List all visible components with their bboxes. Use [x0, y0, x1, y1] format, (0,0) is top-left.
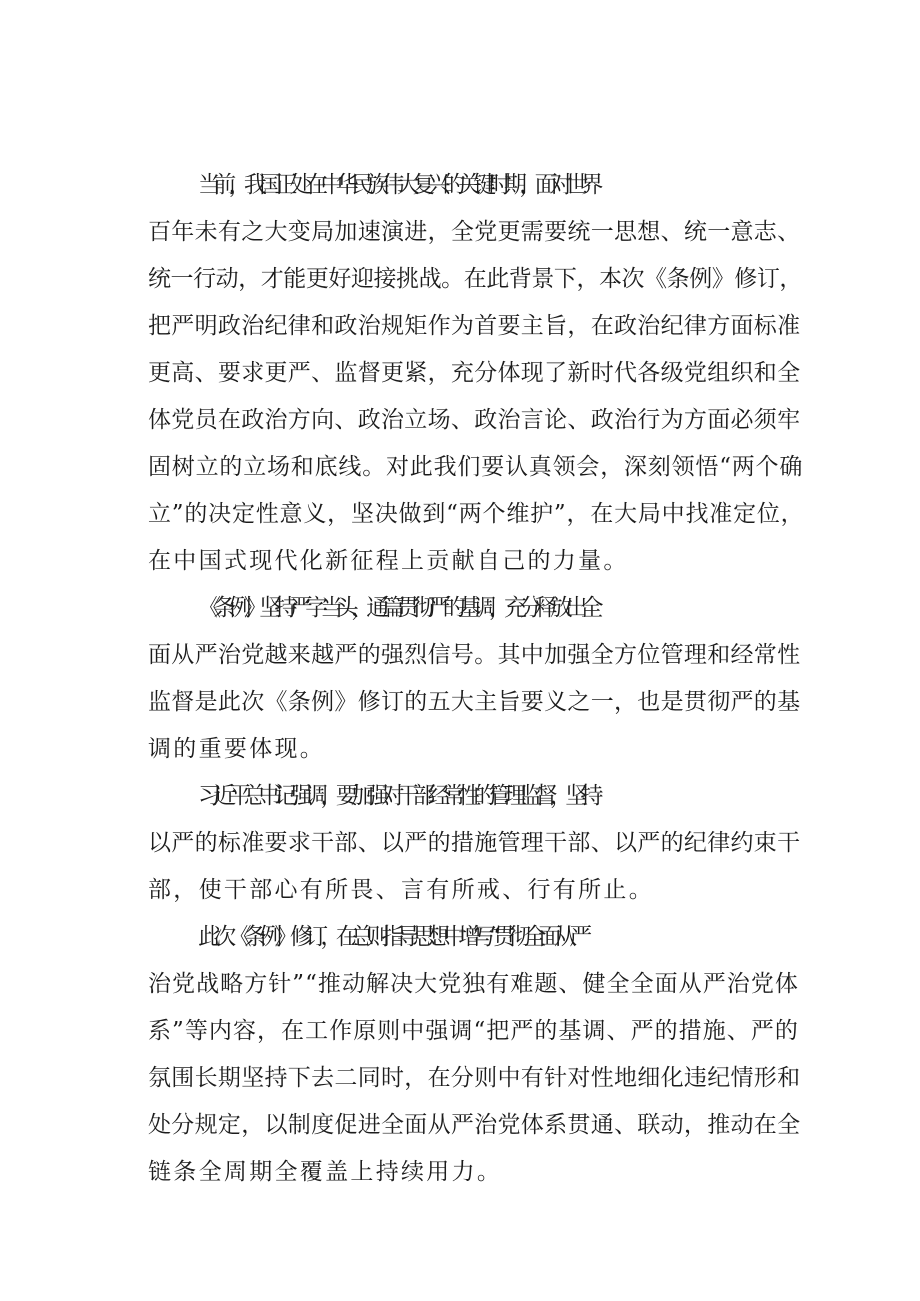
paragraph-line: 调的重要体现。	[148, 736, 326, 762]
document-body	[148, 162, 804, 1196]
paragraph-line: 以严的标准要求干部、以严的措施管理干部、以严的纪律约束干	[148, 830, 801, 856]
paragraph-line: 立”的决定性意义，坚决做到“两个维护”，在大局中找准定位，	[148, 501, 805, 527]
paragraph-line: 在中国式现代化新征程上贡献自己的力量。	[148, 548, 629, 574]
paragraph-3	[148, 773, 804, 914]
paragraph-line: 此次《条例》修订，在总则指导思想中增写“贯彻全面从严	[198, 924, 585, 950]
paragraph-line: 把严明政治纪律和政治规矩作为首要主旨，在政治纪律方面标准	[148, 313, 801, 339]
paragraph-2	[148, 585, 804, 773]
paragraph-line: 体党员在政治方向、政治立场、政治言论、政治行为方面必须牢	[148, 407, 801, 433]
paragraph-line: 链条全周期全覆盖上持续用力。	[148, 1159, 503, 1185]
paragraph-line: 氛围长期坚持下去二同时，在分则中有针对性地细化违纪情形和	[148, 1065, 801, 1091]
paragraph-line: 处分规定，以制度促进全面从严治党体系贯通、联动，推动在全	[148, 1112, 801, 1138]
paragraph-line: 固树立的立场和底线。对此我们要认真领会，深刻领悟“两个确	[148, 454, 804, 480]
paragraph-line: 统一行动，才能更好迎接挑战。在此背景下，本次《条例》修订，	[148, 266, 802, 292]
paragraph-line: 监督是此次《条例》修订的五大主旨要义之一，也是贯彻严的基	[148, 689, 801, 715]
paragraph-1	[148, 162, 804, 585]
paragraph-line: 《条例》坚持严字当头，通篇贯彻严的基调，充分释放出全	[198, 595, 596, 621]
paragraph-line: 当前，我国正处在中华民族伟大复兴的关键时期，面对世界	[198, 172, 596, 198]
paragraph-line: 习近平总书记强调，要加强对干部经常性的管理监督，坚持	[198, 783, 596, 809]
paragraph-line: 更高、要求更严、监督更紧，充分体现了新时代各级党组织和全	[148, 360, 801, 386]
paragraph-4	[148, 914, 804, 1196]
paragraph-line: 百年未有之大变局加速演进，全党更需要统一思想、统一意志、	[148, 219, 801, 245]
paragraph-line: 部，使干部心有所畏、言有所戒、行有所止。	[148, 877, 654, 903]
paragraph-line: 系”等内容，在工作原则中强调“把严的基调、严的措施、严的	[148, 1018, 799, 1044]
paragraph-line: 治党战略方针”“推动解决大党独有难题、健全全面从严治党体	[148, 971, 799, 997]
paragraph-line: 面从严治党越来越严的强烈信号。其中加强全方位管理和经常性	[148, 642, 801, 668]
